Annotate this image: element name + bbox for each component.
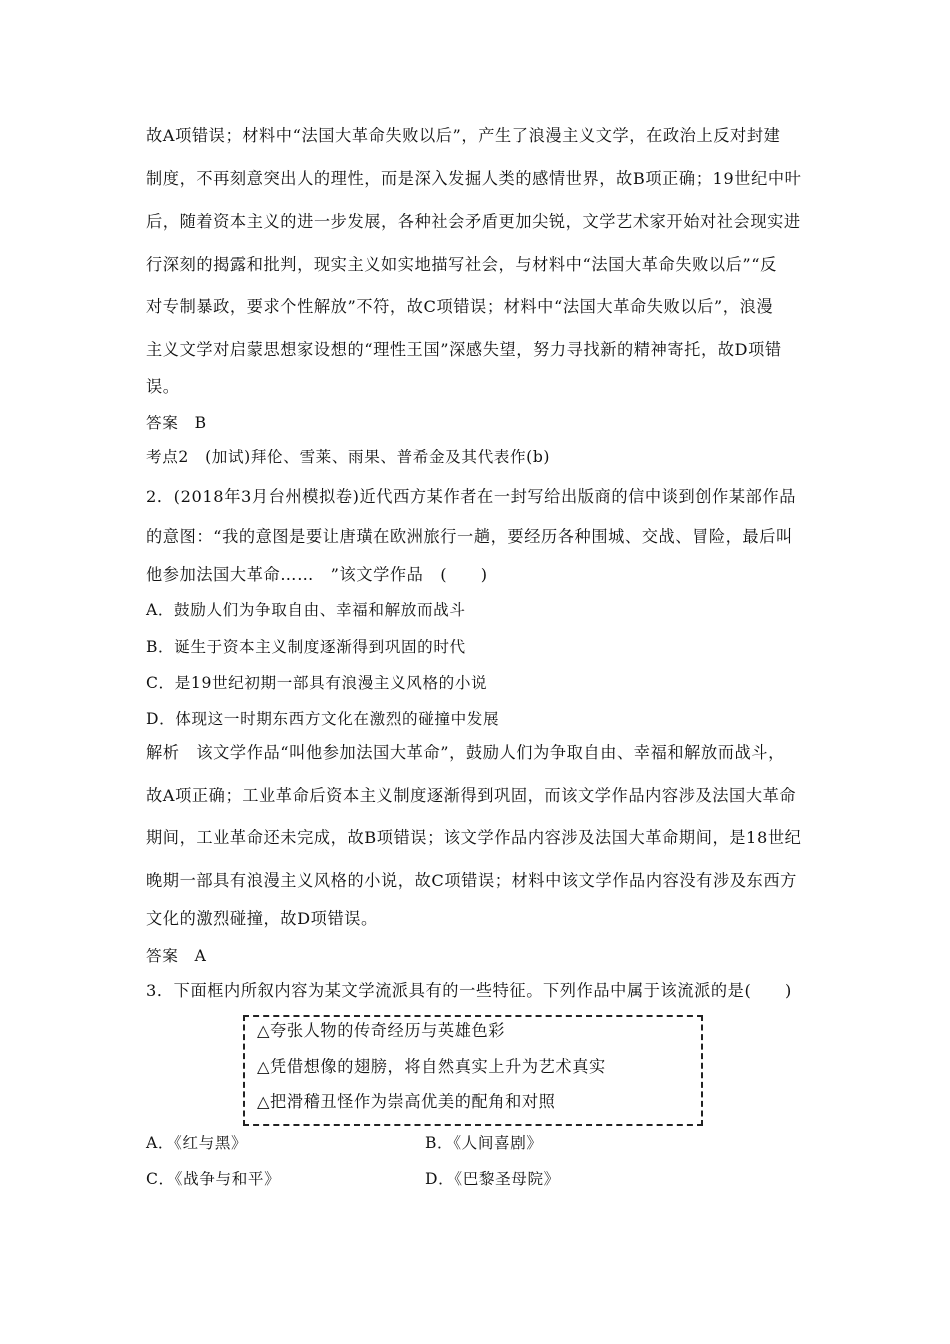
answer-q1: 答案 B [146,414,207,432]
feature-item: △把滑稽丑怪作为崇高优美的配角和对照 [257,1092,556,1111]
option-b: B．《人间喜剧》 [425,1134,543,1152]
text-line: 主义文学对启蒙思想家设想的“理性王国”深感失望，努力寻找新的精神寄托，故D项错 [146,340,782,359]
option-b: B．诞生于资本主义制度逐渐得到巩固的时代 [146,638,466,656]
text-line: 后，随着资本主义的进一步发展，各种社会矛盾更加尖锐，文学艺术家开始对社会现实进 [146,212,801,231]
option-d: D．《巴黎圣母院》 [425,1170,560,1188]
text-line: 误。 [146,377,180,396]
option-c: C．是19世纪初期一部具有浪漫主义风格的小说 [146,674,488,692]
analysis-line: 文化的激烈碰撞，故D项错误。 [146,909,378,928]
question-stem-line: 2．(2018年3月台州模拟卷)近代西方某作者在一封写给出版商的信中谈到创作某部作品 [146,487,796,506]
question-stem: 3．下面框内所叙内容为某文学流派具有的一些特征。下列作品中属于该流派的是( ) [146,981,792,1000]
text-line: 故A项错误；材料中“法国大革命失败以后”，产生了浪漫主义文学，在政治上反对封建 [146,126,781,145]
analysis-line: 故A项正确；工业革命后资本主义制度逐渐得到巩固，而该文学作品内容涉及法国大革命 [146,786,797,805]
question-stem-line: 的意图：“我的意图是要让唐璜在欧洲旅行一趟，要经历各种围城、交战、冒险，最后叫 [146,527,793,546]
analysis-line: 解析 该文学作品“叫他参加法国大革命”，鼓励人们为争取自由、幸福和解放而战斗， [146,743,785,762]
text-line: 对专制暴政，要求个性解放”不符，故C项错误；材料中“法国大革命失败以后”，浪漫 [146,297,774,316]
option-a: A．《红与黑》 [146,1134,248,1152]
option-c: C．《战争与和平》 [146,1170,281,1188]
answer-q2: 答案 A [146,947,207,965]
text-line: 制度，不再刻意突出人的理性，而是深入发掘人类的感情世界，故B项正确；19世纪中叶 [146,169,802,188]
analysis-line: 晚期一部具有浪漫主义风格的小说，故C项错误；材料中该文学作品内容没有涉及东西方 [146,871,797,890]
feature-item: △凭借想像的翅膀，将自然真实上升为艺术真实 [257,1057,606,1076]
text-line: 行深刻的揭露和批判，现实主义如实地描写社会，与材料中“法国大革命失败以后”“反 [146,255,777,274]
feature-box [243,1015,703,1126]
option-d: D．体现这一时期东西方文化在激烈的碰撞中发展 [146,710,500,728]
option-a: A．鼓励人们为争取自由、幸福和解放而战斗 [146,601,466,619]
kaodian-heading: 考点2 (加试)拜伦、雪莱、雨果、普希金及其代表作(b) [146,448,551,466]
question-stem-line: 他参加法国大革命…… ”该文学作品 ( ) [146,565,488,584]
analysis-line: 期间，工业革命还未完成，故B项错误；该文学作品内容涉及法国大革命期间，是18世纪 [146,828,802,847]
feature-item: △夸张人物的传奇经历与英雄色彩 [257,1021,506,1040]
